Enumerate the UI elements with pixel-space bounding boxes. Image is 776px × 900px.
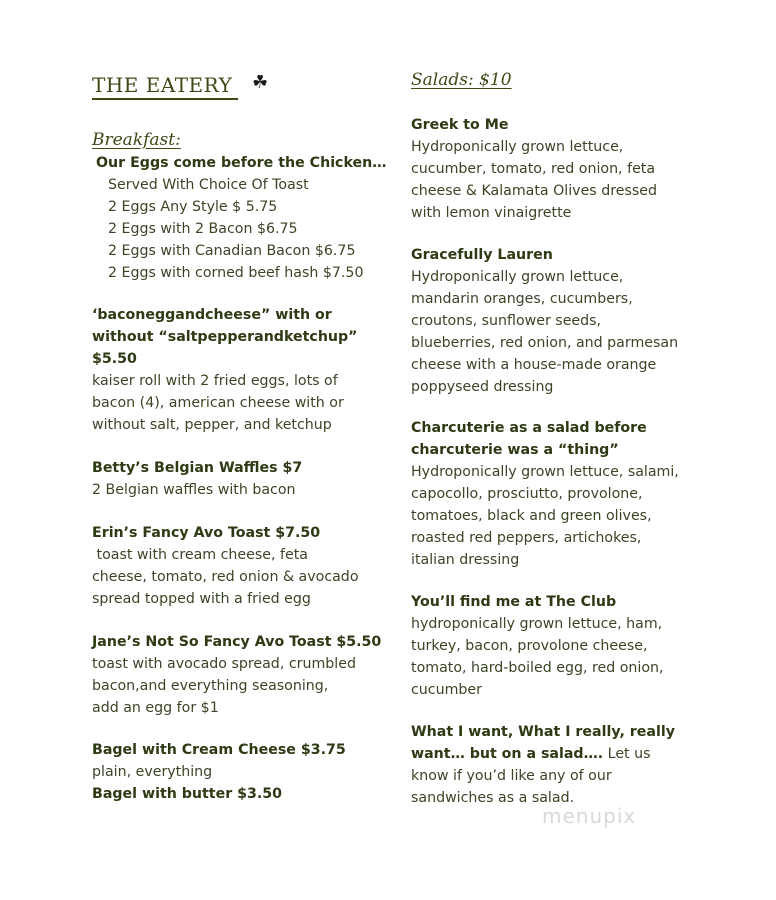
lauren-desc: croutons, sunflower seeds,	[411, 313, 602, 329]
lauren-desc: mandarin oranges, cucumbers,	[411, 291, 633, 307]
erin-title: Erin’s Fancy Avo Toast $7.50	[92, 525, 321, 541]
shamrock-icon: ☘	[252, 72, 269, 93]
greek-desc: cheese & Kalamata Olives dressed	[411, 183, 657, 199]
bec-title: without “saltpepperandketchup”	[92, 329, 358, 345]
eggs-line: 2 Eggs with corned beef hash $7.50	[108, 265, 364, 281]
club-title: You’ll find me at The Club	[411, 594, 617, 610]
bec-desc: without salt, pepper, and ketchup	[92, 417, 332, 433]
club-desc: turkey, bacon, provolone cheese,	[411, 638, 648, 654]
waffles-desc: 2 Belgian waffles with bacon	[92, 482, 296, 498]
eggs-line: 2 Eggs with 2 Bacon $6.75	[108, 221, 298, 237]
erin-desc: spread topped with a fried egg	[92, 591, 311, 607]
jane-desc: bacon,and everything seasoning,	[92, 678, 329, 694]
greek-desc: with lemon vinaigrette	[411, 205, 572, 221]
charcuterie-desc: capocollo, prosciutto, provolone,	[411, 486, 643, 502]
eggs-line: 2 Eggs with Canadian Bacon $6.75	[108, 243, 356, 259]
jane-desc: add an egg for $1	[92, 700, 219, 716]
breakfast-heading: Breakfast:	[92, 130, 181, 150]
bec-title: ‘baconeggandcheese” with or	[92, 307, 332, 323]
charcuterie-desc: tomatoes, black and green olives,	[411, 508, 652, 524]
charcuterie-desc: italian dressing	[411, 552, 520, 568]
want-desc: sandwiches as a salad.	[411, 790, 575, 806]
want-title-end: want… but on a salad….	[411, 746, 604, 762]
club-desc: hydroponically grown lettuce, ham,	[411, 616, 663, 632]
eggs-line: Served With Choice Of Toast	[108, 177, 309, 193]
bec-desc: bacon (4), american cheese with or	[92, 395, 344, 411]
club-desc: cucumber	[411, 682, 482, 698]
want-desc: know if you’d like any of our	[411, 768, 612, 784]
greek-desc: cucumber, tomato, red onion, feta	[411, 161, 656, 177]
salads-heading: Salads: $10	[411, 70, 512, 90]
club-desc: tomato, hard-boiled egg, red onion,	[411, 660, 664, 676]
jane-title: Jane’s Not So Fancy Avo Toast $5.50	[92, 634, 382, 650]
lauren-desc: poppyseed dressing	[411, 379, 554, 395]
lauren-desc: Hydroponically grown lettuce,	[411, 269, 624, 285]
page-title: THE EATERY	[92, 72, 238, 100]
erin-desc: toast with cream cheese, feta	[92, 547, 308, 563]
greek-desc: Hydroponically grown lettuce,	[411, 139, 624, 155]
want-title: What I want, What I really, really	[411, 724, 675, 740]
jane-desc: toast with avocado spread, crumbled	[92, 656, 356, 672]
bagel-butter: Bagel with butter $3.50	[92, 786, 283, 802]
want-line2	[411, 743, 651, 765]
waffles-title: Betty’s Belgian Waffles $7	[92, 460, 303, 476]
greek-title: Greek to Me	[411, 117, 509, 133]
charcuterie-desc: roasted red peppers, artichokes,	[411, 530, 642, 546]
charcuterie-title: Charcuterie as a salad before	[411, 420, 647, 436]
eggs-title: Our Eggs come before the Chicken…	[96, 155, 387, 171]
lauren-title: Gracefully Lauren	[411, 247, 553, 263]
eggs-line: 2 Eggs Any Style $ 5.75	[108, 199, 278, 215]
want-desc: Let us	[603, 746, 651, 762]
bagel-title: Bagel with Cream Cheese $3.75	[92, 742, 346, 758]
lauren-desc: cheese with a house-made orange	[411, 357, 657, 373]
erin-desc: cheese, tomato, red onion & avocado	[92, 569, 359, 585]
bec-price: $5.50	[92, 351, 137, 367]
bec-desc: kaiser roll with 2 fried eggs, lots of	[92, 373, 338, 389]
bagel-desc: plain, everything	[92, 764, 213, 780]
watermark: menupix	[542, 804, 637, 828]
charcuterie-title: charcuterie was a “thing”	[411, 442, 619, 458]
lauren-desc: blueberries, red onion, and parmesan	[411, 335, 679, 351]
charcuterie-desc: Hydroponically grown lettuce, salami,	[411, 464, 679, 480]
